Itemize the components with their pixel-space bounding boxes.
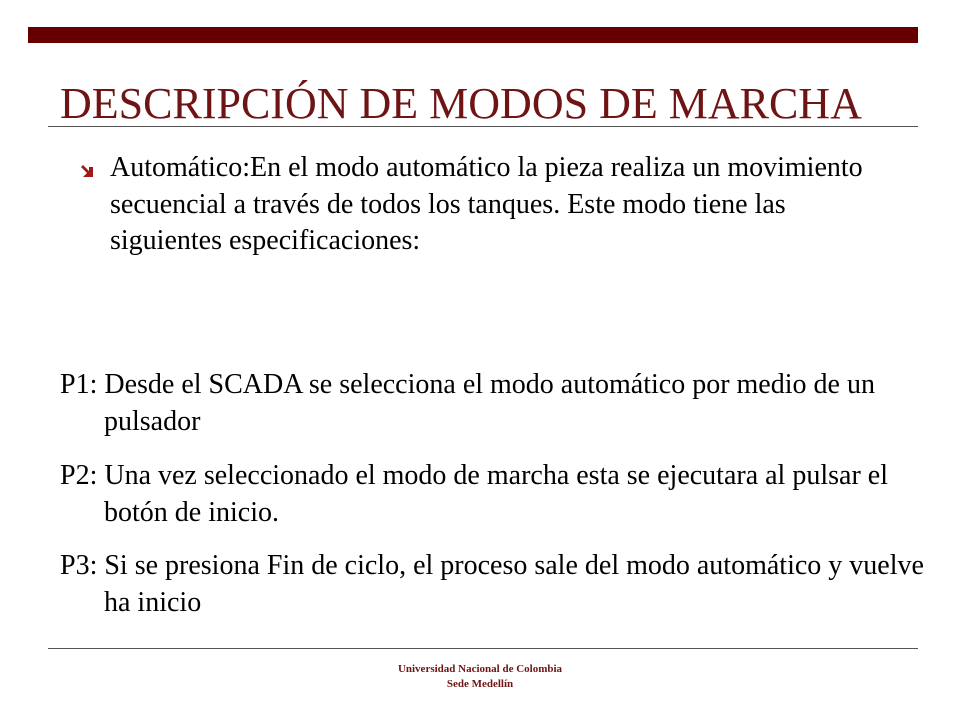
paragraph-p1: P1: Desde el SCADA se selecciona el modo automático por medio de un pulsador [60, 369, 875, 437]
bullet-automatico: Automático:En el modo automático la pieza realiza un movimiento secuencial a través de todos los tanques. Este modo tiene las siguientes especificaciones: [110, 152, 863, 256]
footer-university: Universidad Nacional de Colombia [397, 663, 563, 675]
slide-title: DESCRIPCIÓN DE MODOS DE MARCHA [60, 79, 862, 128]
top-accent-bar [28, 27, 918, 43]
paragraph-p3: P3: Si se presiona Fin de ciclo, el proceso sale del modo automático y vuelve ha inicio [60, 550, 924, 618]
footer-divider [48, 648, 918, 649]
paragraph-p2: P2: Una vez seleccionado el modo de marcha esta se ejecutara al pulsar el botón de inicio. [60, 460, 888, 528]
title-divider [48, 126, 918, 127]
footer-campus: Sede Medellín [446, 678, 514, 690]
red-arrow-bullet-icon [80, 164, 96, 180]
